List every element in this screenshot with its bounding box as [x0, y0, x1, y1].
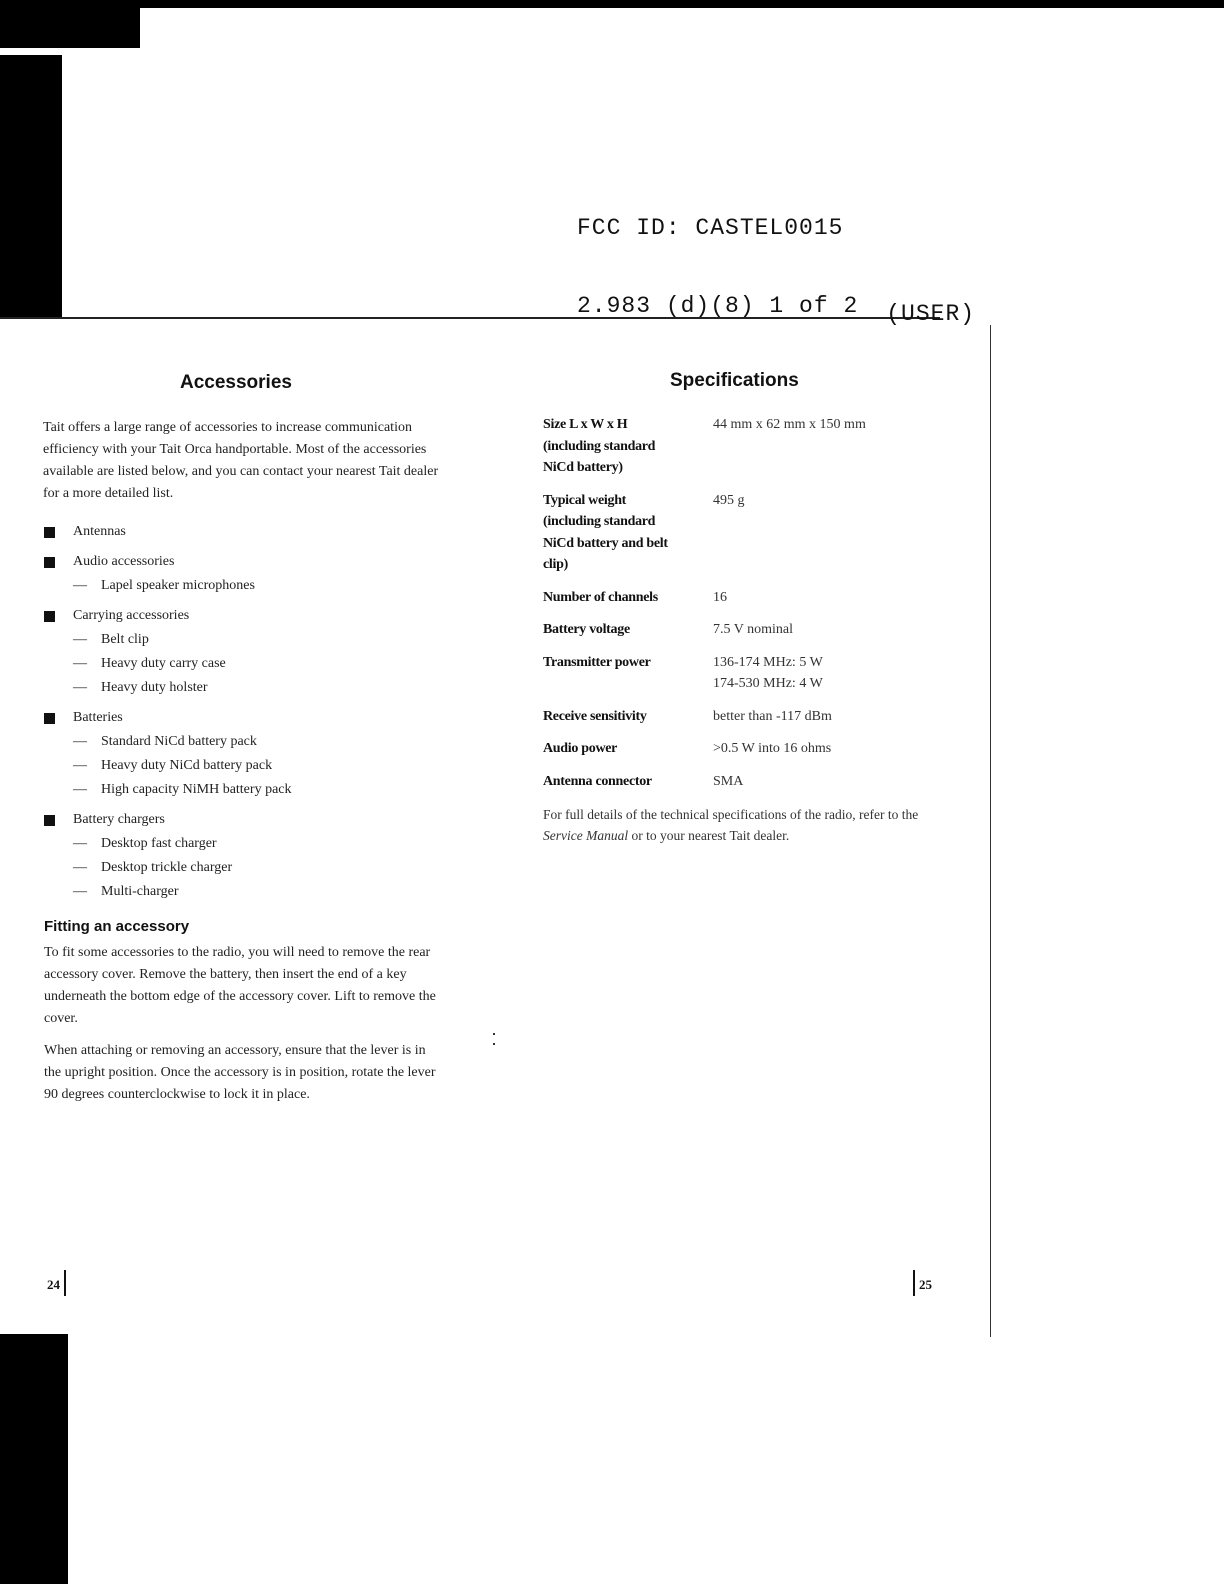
scan-speck: [493, 1033, 495, 1035]
spec-label-line: Typical weight: [543, 492, 627, 508]
accessories-list: [44, 520, 444, 910]
spec-label: [543, 490, 713, 587]
spec-row: [543, 652, 866, 706]
spec-label: [543, 738, 713, 771]
sub-list-item: — Heavy duty carry case: [73, 656, 226, 671]
page-number-bar: [64, 1270, 66, 1296]
fitting-heading: Fitting an accessory: [44, 918, 190, 935]
spec-value-line: 7.5 V nominal: [713, 622, 793, 637]
specifications-table: [543, 414, 866, 803]
list-item-battery-chargers: [44, 808, 444, 904]
spec-row: [543, 771, 866, 804]
spec-label-line: Audio power: [543, 741, 618, 756]
specifications-heading: Specifications: [670, 370, 799, 391]
spec-label: [543, 771, 713, 804]
sub-list-item: — Heavy duty NiCd battery pack: [73, 758, 273, 773]
spec-value-line: 495 g: [713, 492, 745, 508]
spec-value-line: >0.5 W into 16 ohms: [713, 741, 832, 756]
fitting-paragraph-2: When attaching or removing an accessory, ensure that the lever is in the upright position. Once the accessory is in position, rotate the lever 90 degrees counterclockwise to lock it in place.: [44, 1043, 436, 1102]
spec-row: [543, 619, 866, 652]
bullet-square: [44, 611, 55, 622]
accessories-heading: Accessories: [180, 372, 292, 393]
spec-value: [713, 619, 866, 652]
spec-row: [543, 706, 866, 739]
bullet-square: [44, 815, 55, 826]
scan-border-top: [140, 0, 1224, 8]
spec-value: [713, 587, 866, 620]
specifications-footnote: For full details of the technical specifications of the radio, refer to the Service Manual or to your nearest Tait dealer.: [543, 807, 919, 843]
fcc-rule-line: [577, 293, 976, 327]
spec-label-line: NiCd battery and belt: [543, 535, 668, 551]
fcc-user-tag: (USER): [886, 301, 976, 327]
spec-label: [543, 652, 713, 706]
spec-label-line: clip): [543, 557, 568, 572]
list-item-label: Batteries: [73, 710, 123, 725]
sub-list-item: — Multi-charger: [73, 884, 179, 899]
spec-label-line: Size L x W x H: [543, 417, 628, 432]
list-item-antennas: [44, 520, 444, 544]
spec-label: [543, 587, 713, 620]
specifications-table-body: [543, 414, 866, 803]
page-edge-line: [990, 325, 991, 1337]
fcc-id-line: FCC ID: CASTEL0015: [577, 215, 844, 241]
spec-value: [713, 490, 866, 587]
page-number-right: 25: [919, 1277, 932, 1292]
sub-list-item: — Heavy duty holster: [73, 680, 208, 695]
sub-list: [73, 730, 444, 802]
spec-value-line: 44 mm x 62 mm x 150 mm: [713, 417, 866, 432]
scan-border-top-left: [0, 0, 140, 48]
spec-label-line: Receive sensitivity: [543, 708, 647, 724]
spec-label-line: Transmitter power: [543, 654, 651, 670]
scan-border-bottom-left: [0, 1334, 68, 1584]
spec-row: [543, 414, 866, 490]
spec-value: [713, 652, 866, 706]
spec-label-line: NiCd battery): [543, 460, 623, 475]
bullet-square: [44, 713, 55, 724]
spec-label: [543, 414, 713, 490]
scan-speck: [493, 1043, 495, 1045]
fcc-stamp: [577, 163, 975, 345]
sub-list-item: — Desktop fast charger: [73, 836, 217, 851]
spec-value-line: better than -117 dBm: [713, 708, 832, 724]
sub-list-item: — Standard NiCd battery pack: [73, 734, 257, 749]
spec-row: [543, 738, 866, 771]
sub-list: [73, 574, 444, 598]
spec-value-line: 136-174 MHz: 5 W: [713, 654, 823, 670]
spec-row: [543, 587, 866, 620]
page-number-bar: [913, 1270, 915, 1296]
list-item-audio-accessories: [44, 550, 444, 598]
list-item-label: Carrying accessories: [73, 608, 190, 623]
list-item-carrying-accessories: [44, 604, 444, 700]
spec-label-line: (including standard: [543, 438, 656, 454]
bullet-square: [44, 527, 55, 538]
spec-value-line: SMA: [713, 773, 744, 789]
scan-border-left: [0, 55, 62, 317]
sub-list-item: — High capacity NiMH battery pack: [73, 782, 292, 797]
bullet-square: [44, 557, 55, 568]
fitting-paragraph-1: To fit some accessories to the radio, you will need to remove the rear accessory cover. Remove the battery, then insert the end of a key underneath the bottom edge of the accessory cover. Lift to remove the cover.: [44, 945, 436, 1026]
spec-label-line: Number of channels: [543, 589, 658, 605]
list-item-label: Antennas: [73, 524, 126, 539]
sub-list: [73, 832, 444, 904]
spec-value: [713, 414, 866, 490]
accessories-intro: Tait offers a large range of accessories to increase communication efficiency with your Tait Orca handportable. Most of the accessories available are listed below, and you can contact your nearest Tait dealer for a more detailed list.: [43, 420, 439, 501]
service-manual-title: Service Manual: [543, 828, 629, 843]
list-item-batteries: [44, 706, 444, 802]
spec-label-line: (including standard: [543, 514, 656, 529]
list-item-label: Audio accessories: [73, 554, 175, 569]
spec-value: [713, 771, 866, 804]
spec-value: [713, 738, 866, 771]
sub-list: [73, 628, 444, 700]
spec-value-line: 16: [713, 589, 727, 605]
list-item-label: Battery chargers: [73, 812, 165, 827]
spec-value-line: 174-530 MHz: 4 W: [713, 676, 823, 691]
spec-value: [713, 706, 866, 739]
page-number-left: 24: [47, 1277, 60, 1292]
spec-label: [543, 619, 713, 652]
sub-list-item: — Belt clip: [73, 632, 149, 647]
spec-label-line: Battery voltage: [543, 622, 630, 637]
spec-label-line: Antenna connector: [543, 773, 652, 789]
sub-list-item: — Lapel speaker microphones: [73, 578, 255, 593]
spec-row: [543, 490, 866, 587]
spec-label: [543, 706, 713, 739]
fcc-rule-text: 2.983 (d)(8) 1 of 2: [577, 293, 859, 319]
sub-list-item: — Desktop trickle charger: [73, 860, 233, 875]
